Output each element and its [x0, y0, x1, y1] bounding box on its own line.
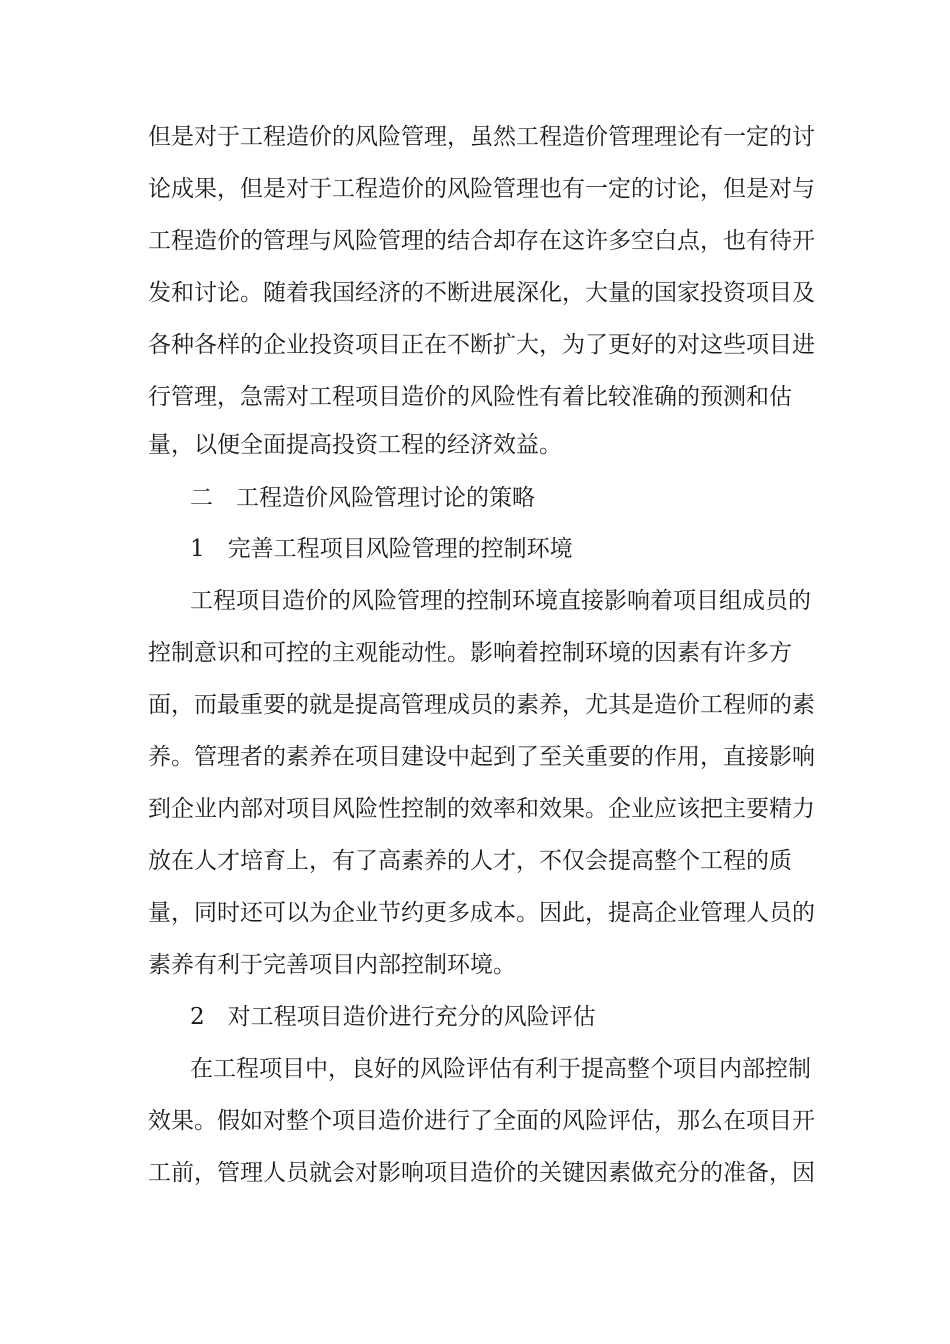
- text-line: 控制意识和可控的主观能动性。影响着控制环境的因素有许多方: [148, 640, 792, 666]
- text-line: 放在人才培育上，有了高素养的人才，不仅会提高整个工程的质: [148, 848, 792, 874]
- text-line: 工前，管理人员就会对影响项目造价的关键因素做充分的准备，因: [148, 1160, 815, 1186]
- text-line: 素养有利于完善项目内部控制环境。: [148, 952, 516, 978]
- text-line: 发和讨论。随着我国经济的不断进展深化，大量的国家投资项目及: [148, 280, 815, 306]
- subsection-heading: 1 完善工程项目风险管理的控制环境: [190, 536, 573, 562]
- text-line: 工程造价的管理与风险管理的结合却存在这许多空白点，也有待开: [148, 228, 815, 254]
- text-line: 量，以便全面提高投资工程的经济效益。: [148, 432, 562, 458]
- text-line: 工程项目造价的风险管理的控制环境直接影响着项目组成员的: [190, 588, 811, 614]
- text-line: 效果。假如对整个项目造价进行了全面的风险评估，那么在项目开: [148, 1108, 815, 1134]
- text-line: 量，同时还可以为企业节约更多成本。因此，提高企业管理人员的: [148, 900, 815, 926]
- text-line: 论成果，但是对于工程造价的风险管理也有一定的讨论，但是对与: [148, 176, 815, 202]
- text-line: 各种各样的企业投资项目正在不断扩大，为了更好的对这些项目进: [148, 332, 815, 358]
- text-line: 但是对于工程造价的风险管理，虽然工程造价管理理论有一定的讨: [148, 124, 815, 150]
- subsection-heading: 2 对工程项目造价进行充分的风险评估: [190, 1004, 596, 1030]
- text-line: 面，而最重要的就是提高管理成员的素养，尤其是造价工程师的素: [148, 692, 815, 718]
- text-line: 到企业内部对项目风险性控制的效率和效果。企业应该把主要精力: [148, 796, 815, 822]
- section-heading: 二 工程造价风险管理讨论的策略: [190, 485, 535, 511]
- text-line: 养。管理者的素养在项目建设中起到了至关重要的作用，直接影响: [148, 744, 815, 770]
- text-line: 在工程项目中，良好的风险评估有利于提高整个项目内部控制: [190, 1056, 811, 1082]
- text-line: 行管理，急需对工程项目造价的风险性有着比较准确的预测和估: [148, 384, 792, 410]
